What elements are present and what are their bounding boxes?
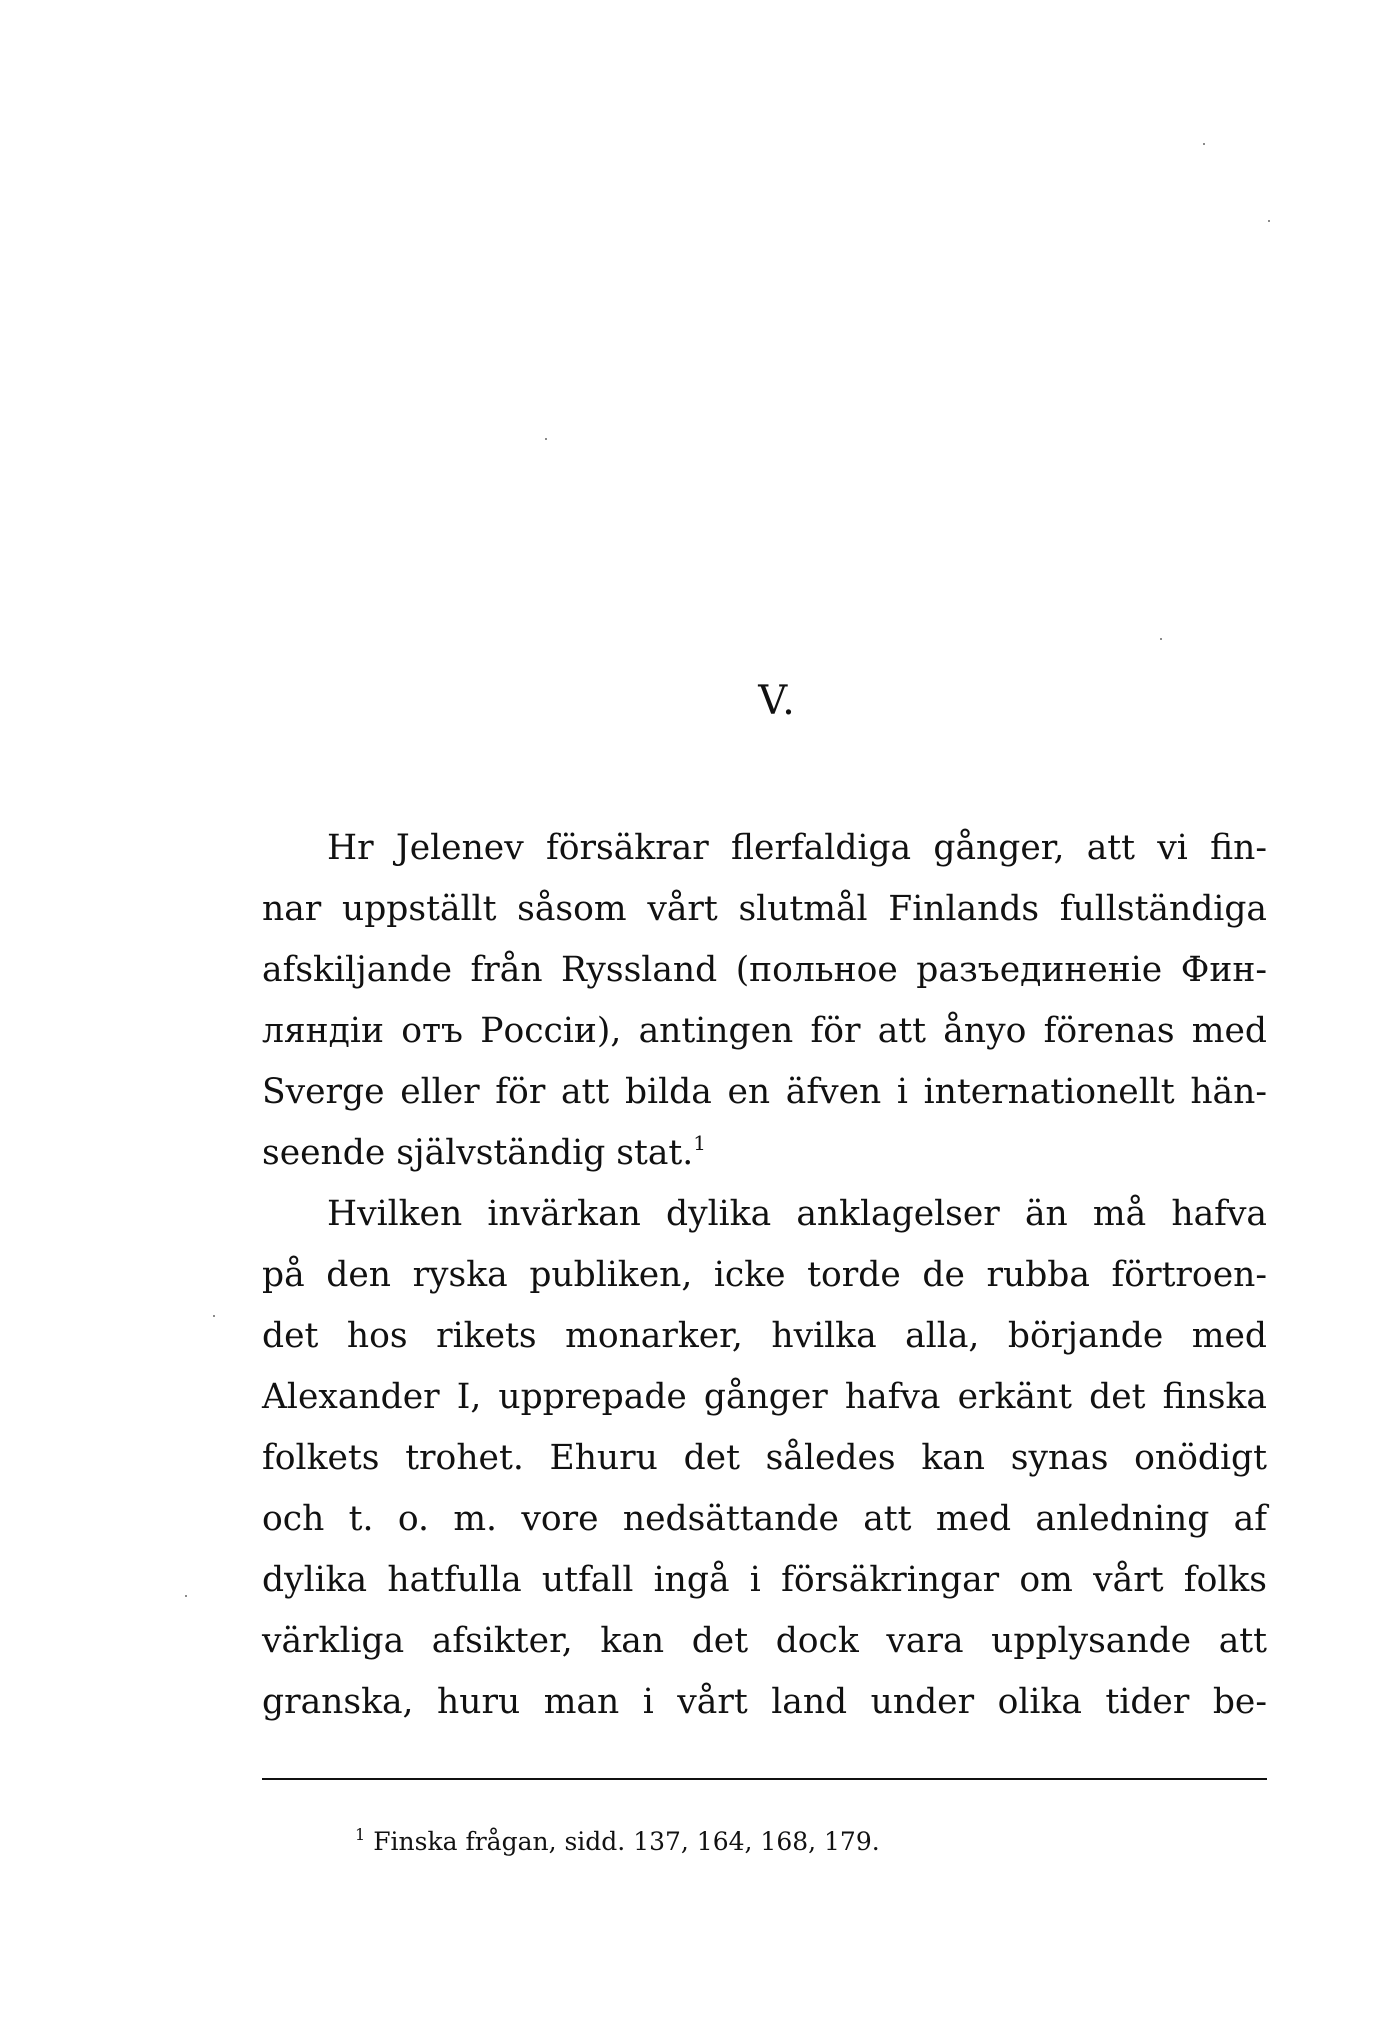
text-line: och t. o. m. vore nedsättande att med anledning af [262, 1499, 1267, 1539]
text-line: det hos rikets monarker, hvilka alla, börjande med [262, 1316, 1267, 1356]
text-line: folkets trohet. Ehuru det således kan synas onödigt [262, 1438, 1267, 1478]
text-line: Hvilken invärkan dylika anklagelser än må hafva [327, 1194, 1267, 1234]
scan-speck [213, 1315, 215, 1317]
text-line-last [262, 1123, 1267, 1184]
scan-speck [1203, 143, 1205, 145]
scan-speck [1268, 220, 1270, 222]
body-text [262, 818, 1267, 1733]
text-line: ляндiи отъ Россiи), antingen för att ånyo förenas med [262, 1011, 1267, 1051]
text-line: granska, huru man i vårt land under olika tider be- [262, 1682, 1267, 1722]
footnote-text: Finska frågan, sidd. 137, 164, 168, 179. [373, 1827, 880, 1856]
footnote-mark: 1 [355, 1825, 366, 1844]
text-line: värkliga afsikter, kan det dock vara upplysande att [262, 1621, 1267, 1661]
scan-speck [1160, 638, 1162, 640]
chapter-heading: V. [758, 678, 797, 724]
footnote-reference: 1 [693, 1131, 706, 1155]
footnote-divider [262, 1778, 1267, 1780]
text-line: på den ryska publiken, icke torde de rubba förtroen- [262, 1255, 1267, 1295]
footnote [355, 1825, 880, 1856]
text-line: nar uppställt såsom vårt slutmål Finlands fullständiga [262, 889, 1267, 929]
scan-speck [185, 1595, 187, 1597]
text-line: dylika hatfulla utfall ingå i försäkringar om vårt folks [262, 1560, 1267, 1600]
text-line: Alexander I, upprepade gånger hafva erkänt det finska [262, 1377, 1267, 1417]
text-line: Hr Jelenev försäkrar flerfaldiga gånger, att vi fin- [327, 828, 1267, 868]
text-line: seende självständig stat. [262, 1133, 694, 1173]
text-line: afskiljande från Ryssland (польное разъединенie Фин- [262, 950, 1267, 990]
text-line: Sverge eller för att bilda en äfven i internationellt hän- [262, 1072, 1267, 1112]
scan-speck [545, 438, 547, 440]
